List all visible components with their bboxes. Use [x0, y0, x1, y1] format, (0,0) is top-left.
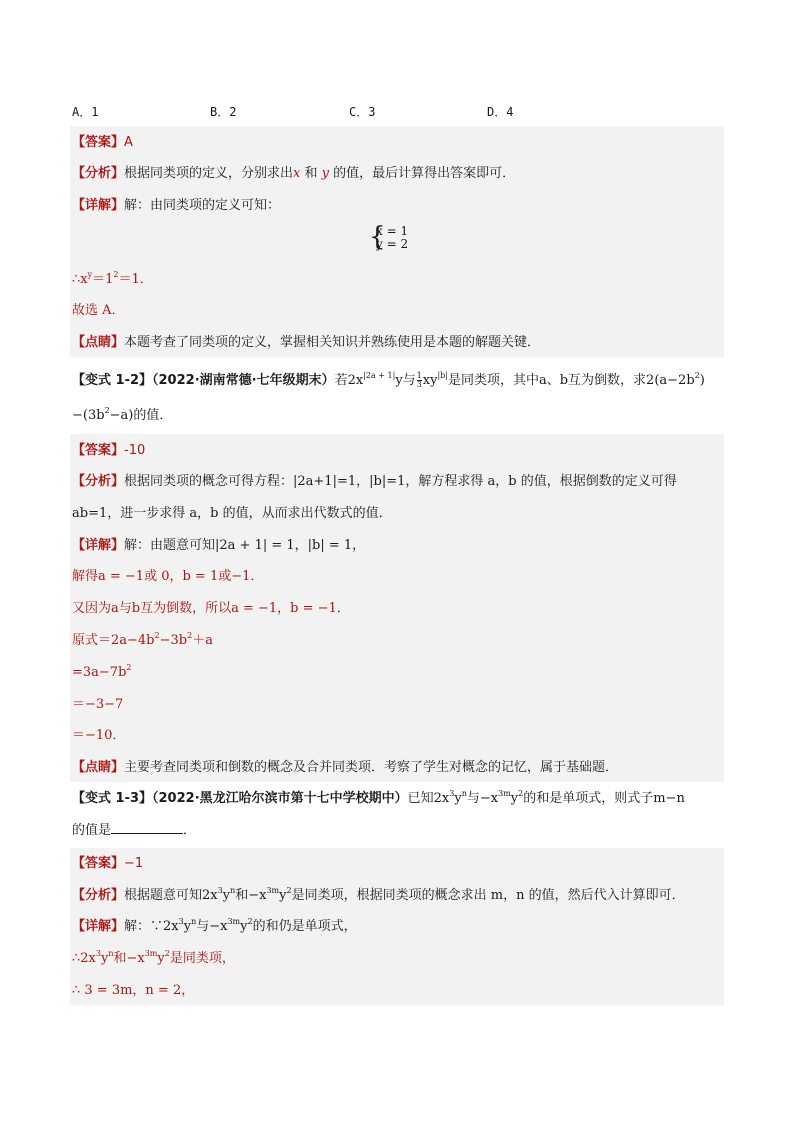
analysis-label: 【分析】 — [72, 888, 125, 903]
detail-text: 解：由同类项的定义可知： — [124, 198, 281, 213]
expr-text: =3a−7b — [72, 665, 127, 680]
title-exponent: 3 — [449, 788, 455, 798]
title-text: ． — [183, 823, 197, 838]
q2-answer — [72, 442, 145, 460]
q3-title-line2 — [72, 821, 196, 840]
comment-label: 【点睛】 — [72, 760, 125, 775]
title-text: y与 — [395, 373, 416, 388]
expr-exponent: 2 — [154, 630, 160, 640]
var-y: y — [321, 166, 329, 181]
detail-exponent: 3m — [227, 916, 241, 926]
answer-label: 【答案】 — [72, 856, 125, 871]
comment-text: 主要考查同类项和倒数的概念及合并同类项．考察了学生对概念的记忆，属于基础题． — [124, 760, 619, 775]
q2-detail-5 — [72, 664, 132, 682]
analysis-label: 【分析】 — [72, 166, 125, 181]
detail-label: 【详解】 — [72, 198, 125, 213]
analysis-text: 和 — [300, 166, 322, 181]
calc-exponent: 2 — [113, 269, 119, 279]
q2-detail-3: 又因为a与b互为倒数，所以a = −1，b = −1． — [72, 601, 350, 616]
option-d: D．4 — [487, 105, 514, 119]
detail-text: 和−x — [113, 951, 145, 966]
title-exponent: n — [461, 788, 467, 798]
answer-options — [72, 103, 732, 121]
q1-conclusion: 故选 A． — [72, 303, 125, 318]
title-text: 是同类项，其中a、b互为倒数，求2(a−2b — [447, 373, 695, 388]
detail-exponent: 3 — [95, 948, 101, 958]
q3-title — [72, 790, 685, 808]
detail-text: ∴2x — [72, 951, 96, 966]
option-b: B．2 — [210, 105, 237, 119]
answer-blank[interactable] — [111, 821, 183, 834]
q2-analysis-line2: ab=1，进一步求得 a，b 的值，从而求出代数式的值． — [72, 506, 392, 521]
title-exponent: |b| — [437, 370, 448, 380]
fraction-denominator: 3 — [416, 380, 422, 389]
analysis-exponent: 2 — [286, 885, 292, 895]
analysis-exponent: n — [230, 885, 236, 895]
analysis-text: 是同类项，根据同类项的概念求出 m，n 的值，然后代入计算即可． — [291, 888, 685, 903]
detail-exponent: 3 — [178, 916, 184, 926]
title-text: 与−x — [466, 791, 499, 806]
analysis-text: 根据同类项的概念可得方程：|2a+1|=1，|b|=1，解方程求得 a，b 的值，根据倒数的定义可得 — [124, 474, 677, 489]
detail-text: y — [157, 951, 165, 966]
question-source: （2022·湖南常德·七年级期末） — [152, 373, 335, 388]
title-text: −a)的值． — [109, 408, 173, 423]
analysis-text: y — [222, 888, 231, 903]
expr-exponent: 2 — [126, 662, 132, 672]
detail-exponent: 3m — [144, 948, 158, 958]
detail-text: 与−x — [196, 919, 228, 934]
detail-exponent: 2 — [247, 916, 253, 926]
q1-comment — [72, 334, 540, 352]
equation-system — [369, 222, 409, 252]
answer-value: -10 — [124, 443, 146, 458]
detail-label: 【详解】 — [72, 538, 125, 553]
detail-exponent: n — [191, 916, 197, 926]
title-text: 的值是 — [72, 823, 112, 838]
q3-answer — [72, 855, 143, 873]
q2-detail — [72, 537, 365, 555]
q2-title-line2 — [72, 407, 172, 425]
analysis-text: 和−x — [235, 888, 267, 903]
q2-detail-4 — [72, 632, 213, 650]
q3-detail-3: ∴ 3 = 3m，n = 2， — [72, 983, 195, 998]
detail-text: y — [183, 919, 192, 934]
question-tag: 【变式 1-2】 — [72, 373, 153, 388]
title-text: 若2x — [334, 373, 364, 388]
question-tag: 【变式 1-3】 — [72, 791, 153, 806]
title-text: y — [510, 791, 519, 806]
q3-detail-2 — [72, 950, 235, 968]
equation-1: x = 1 — [376, 224, 409, 238]
title-text: 的和是单项式，则式子m−n — [523, 791, 685, 806]
var-x: x — [293, 166, 301, 181]
analysis-label: 【分析】 — [72, 474, 125, 489]
q3-analysis — [72, 887, 685, 905]
expr-text: ＋a — [192, 633, 213, 648]
detail-text: 解：由题意可知|2a + 1| = 1，|b| = 1， — [124, 538, 366, 553]
brace-icon: { — [369, 222, 386, 252]
q1-calc — [72, 271, 153, 289]
detail-exponent: n — [108, 948, 114, 958]
comment-text: 本题考查了同类项的定义，掌握相关知识并熟练使用是本题的解题关键． — [124, 335, 541, 350]
answer-label: 【答案】 — [72, 135, 125, 150]
title-exponent: 2 — [694, 370, 700, 380]
comment-label: 【点睛】 — [72, 335, 125, 350]
q2-analysis — [72, 473, 677, 491]
calc-text: ＝1． — [118, 272, 153, 287]
title-exponent: 3m — [498, 788, 511, 798]
detail-text: 解：∵2x — [124, 919, 179, 934]
q2-detail-7: ＝−10． — [72, 728, 126, 743]
answer-value: −1 — [124, 856, 144, 871]
title-text: xy — [422, 373, 438, 388]
calc-text: ＝1 — [92, 272, 114, 287]
q1-detail — [72, 197, 280, 215]
analysis-exponent: 3m — [266, 885, 280, 895]
title-text: 已知2x — [407, 791, 450, 806]
detail-text: y — [240, 919, 248, 934]
expr-text: 原式＝2a−4b — [72, 633, 155, 648]
title-exponent: 2 — [104, 405, 110, 415]
fraction — [417, 372, 422, 389]
expr-text: −3b — [159, 633, 188, 648]
analysis-text: 根据题意可知2x — [124, 888, 218, 903]
detail-exponent: 2 — [164, 948, 170, 958]
calc-text: ∴x — [72, 272, 88, 287]
equation-2: y = 2 — [376, 237, 409, 251]
analysis-text: 根据同类项的定义，分别求出 — [124, 166, 294, 181]
answer-value: A — [124, 135, 133, 150]
q1-analysis — [72, 165, 515, 183]
title-exponent: |2a + 1| — [363, 370, 396, 380]
answer-label: 【答案】 — [72, 443, 125, 458]
q2-title — [72, 372, 705, 390]
q2-detail-2: 解得a = −1或 0，b = 1或−1． — [72, 569, 264, 584]
analysis-text: y — [279, 888, 287, 903]
analysis-exponent: 3 — [217, 885, 223, 895]
fraction-numerator: 1 — [416, 371, 422, 380]
title-exponent: 2 — [518, 788, 524, 798]
title-text: y — [454, 791, 462, 806]
option-a: A．1 — [72, 105, 99, 119]
q2-detail-6: ＝−3−7 — [72, 697, 124, 712]
option-c: C．3 — [349, 105, 376, 119]
title-text: −(3b — [72, 408, 105, 423]
detail-text: 的和仍是单项式， — [252, 919, 357, 934]
analysis-text: 的值，最后计算得出答案即可． — [329, 166, 516, 181]
expr-exponent: 2 — [187, 630, 193, 640]
detail-text: 是同类项， — [169, 951, 235, 966]
calc-exponent: y — [87, 269, 93, 279]
q3-detail — [72, 918, 357, 936]
q1-answer — [72, 134, 133, 152]
detail-text: y — [100, 951, 109, 966]
question-source: （2022·黑龙江哈尔滨市第十七中学校期中） — [152, 791, 408, 806]
q2-comment — [72, 759, 618, 777]
detail-label: 【详解】 — [72, 919, 125, 934]
title-text: ) — [699, 373, 705, 388]
